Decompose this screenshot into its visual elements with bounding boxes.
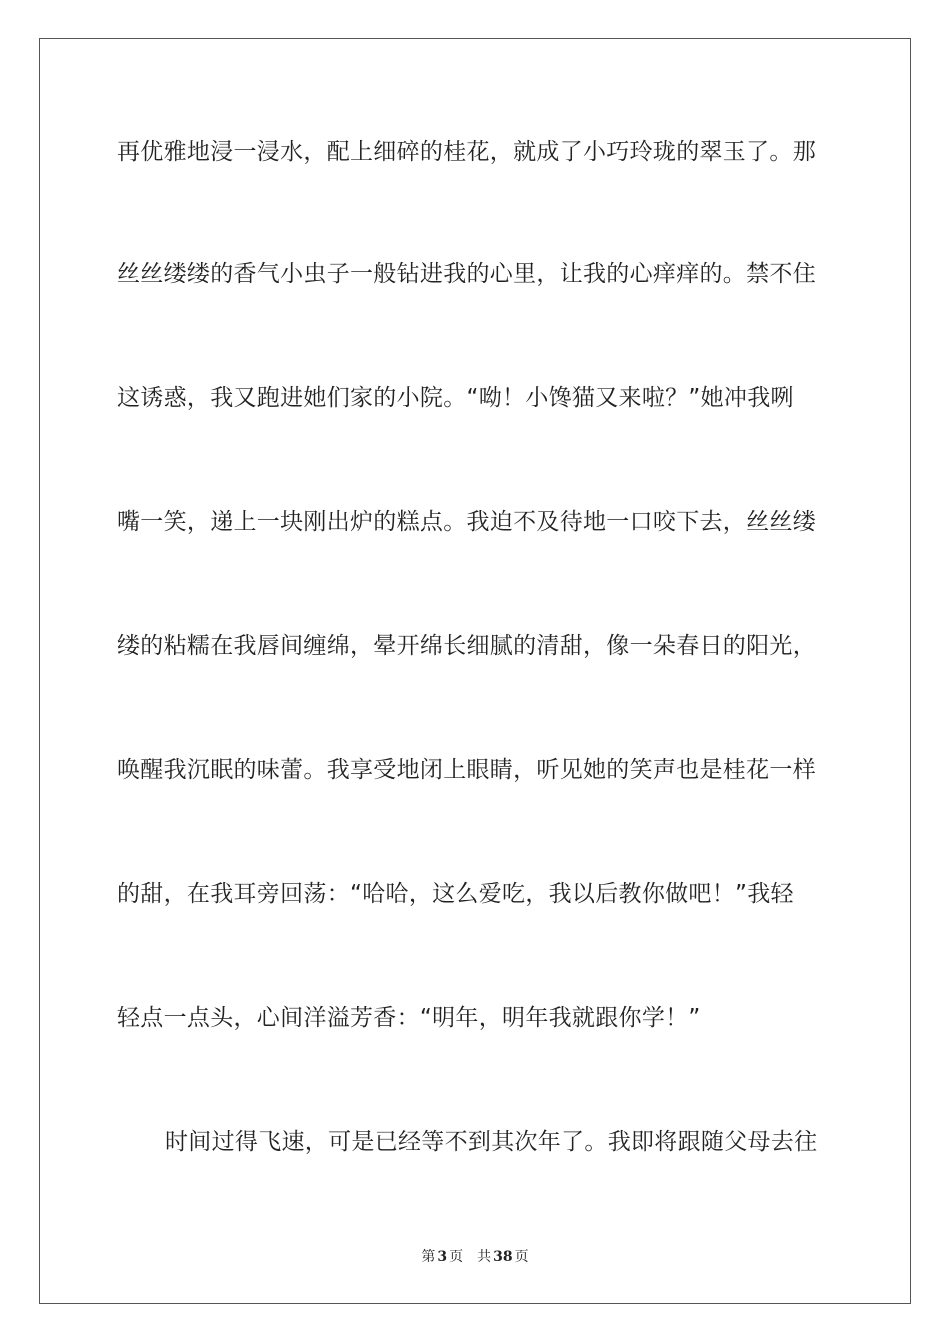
text-line: 嘴一笑，递上一块刚出炉的糕点。我迫不及待地一口咬下去，丝丝缕 [117, 509, 816, 535]
text-line: 缕的粘糯在我唇间缠绵，晕开绵长细腻的清甜，像一朵春日的阳光， [117, 633, 816, 659]
text-line: 丝丝缕缕的香气小虫子一般钻进我的心里，让我的心痒痒的。禁不住 [117, 261, 816, 287]
total-prefix: 共 [477, 1249, 492, 1265]
text-line: 再优雅地浸一浸水，配上细碎的桂花，就成了小巧玲珑的翠玉了。那 [117, 139, 816, 165]
text-line: 轻点一点头，心间洋溢芳香：“明年，明年我就跟你学！” [117, 1005, 701, 1031]
page-footer [0, 1248, 950, 1266]
text-line: 这诱惑，我又跑进她们家的小院。“呦！小馋猫又来啦？”她冲我咧 [117, 385, 794, 411]
text-line: 的甜，在我耳旁回荡：“哈哈，这么爱吃，我以后教你做吧！”我轻 [117, 881, 794, 907]
page-number: 3 [437, 1249, 448, 1265]
total-pages: 38 [493, 1249, 513, 1265]
total-suffix: 页 [514, 1249, 529, 1265]
page-suffix: 页 [449, 1249, 464, 1265]
paragraph-start-line: 时间过得飞速，可是已经等不到其次年了。我即将跟随父母去往 [165, 1129, 818, 1155]
text-line: 唤醒我沉眠的味蕾。我享受地闭上眼睛，听见她的笑声也是桂花一样 [117, 757, 816, 783]
page-prefix: 第 [421, 1249, 436, 1265]
page-border [39, 38, 911, 1304]
